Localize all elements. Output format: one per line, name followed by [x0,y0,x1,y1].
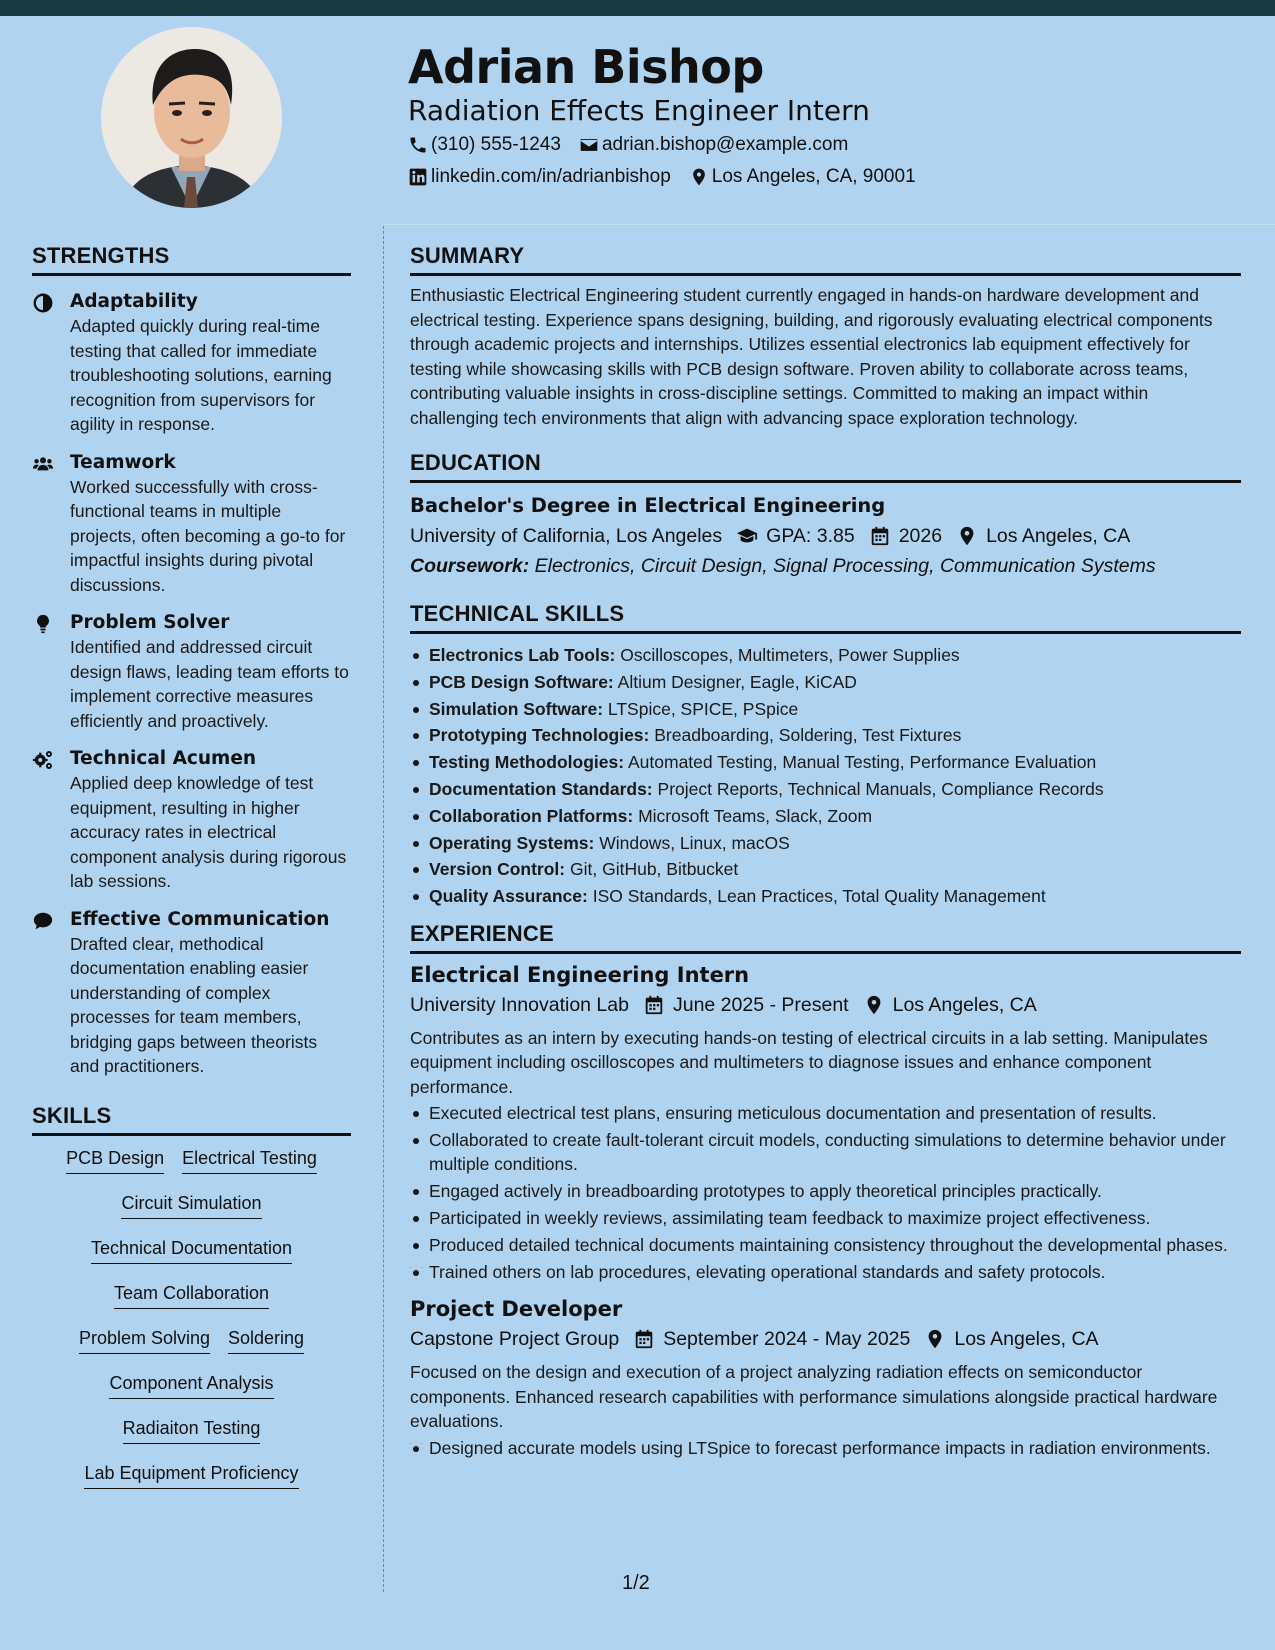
job-title: Project Developer [410,1297,623,1322]
job-meta [410,1326,1241,1352]
strength-item [32,290,351,437]
strength-title: Teamwork [70,451,176,473]
strength-desc: Adapted quickly during real-time testing that called for immediate troubleshooting solutions, earning recognition from supervisors for agility in response. [70,316,332,434]
right-column [410,243,1241,1462]
skill-values: Windows, Linux, macOS [599,832,790,853]
list-item: Collaborated to create fault-tolerant circuit models, conducting simulations to determine behavior under multiple conditions. [410,1128,1241,1177]
skill-values: ISO Standards, Lean Practices, Total Quality Management [592,886,1046,907]
skill-values: Git, GitHub, Bitbucket [570,859,739,880]
job-location: Los Angeles, CA [892,993,1037,1016]
skill-category: Version Control: [429,859,566,880]
phone-icon [408,135,428,155]
list-item [410,831,1241,856]
list-item [410,697,1241,722]
technical-skills-heading: TECHNICAL SKILLS [410,601,1241,634]
page-number: 1/2 [622,1572,650,1594]
coursework-text: Electronics, Circuit Design, Signal Processing, Communication Systems [534,555,1156,577]
skill-tag: Radiaiton Testing [123,1416,261,1444]
technical-skills-list [410,643,1241,909]
top-bar [0,0,1275,16]
job-title: Electrical Engineering Intern [410,962,750,987]
half-circle-icon [32,292,54,314]
job-location: Los Angeles, CA [954,1328,1099,1351]
map-pin-icon [863,994,885,1016]
job-org: University Innovation Lab [410,993,629,1016]
job-dates: September 2024 - May 2025 [663,1328,911,1351]
list-item [410,670,1241,695]
list-item [410,804,1241,829]
candidate-title: Radiation Effects Engineer Intern [408,94,870,127]
contact-row-1 [408,134,866,156]
gears-icon [32,749,54,771]
linkedin-icon [408,167,428,187]
strength-desc: Drafted clear, methodical documentation enabling easier understanding of complex processes for team members, bridging gaps between theorists and practitioners. [70,933,318,1076]
skill-category: Operating Systems: [429,832,595,853]
list-item [410,884,1241,909]
list-item [410,643,1241,668]
grad-year: 2026 [898,525,943,547]
job-entry [410,962,1241,1284]
summary-heading: SUMMARY [410,243,1241,276]
summary-text: Enthusiastic Electrical Engineering student currently engaged in hands-on hardware development and electrical testing. Experience spans designing, building, and rigorously evaluating electrical components through academic projects and internships. Utilizes essential electronics lab equipment effectively for testing while showcasing skills with PCB design software. Proven ability to collaborate across teams, contributing valuable insights in cross-discipline settings. Committed to making an impact within challenging tech environments that align with advancing space exploration technology. [410,285,1213,428]
gpa-text: GPA: 3.85 [766,525,855,547]
location-text: Los Angeles, CA, 90001 [711,166,916,187]
job-description: Contributes as an intern by executing hands-on testing of electrical circuits in a lab setting. Manipulates equipment including oscilloscopes and multimeters to diagnose issues and enhance component performance. [410,1027,1208,1097]
users-icon [32,453,54,475]
job-org: Capstone Project Group [410,1328,620,1351]
skills-heading: SKILLS [32,1103,351,1136]
header-divider [384,224,1275,225]
email-text: adrian.bishop@example.com [601,134,849,155]
contact-row-2 [408,166,934,188]
coursework-label: Coursework: [410,555,530,577]
strengths-heading: STRENGTHS [32,243,351,276]
list-item [410,723,1241,748]
skill-category: Quality Assurance: [429,886,588,907]
skill-values: Project Reports, Technical Manuals, Compliance Records [657,778,1104,799]
strength-item [32,908,351,1079]
skill-values: Automated Testing, Manual Testing, Performance Evaluation [628,752,1097,773]
phone-text: (310) 555-1243 [431,134,561,155]
linkedin-item[interactable] [408,166,671,188]
list-item: Produced detailed technical documents maintaining consistency throughout the developmental phases. [410,1233,1241,1258]
strength-item [32,747,351,894]
column-divider [383,226,384,1592]
skill-values: Altium Designer, Eagle, KiCAD [617,671,857,692]
skill-values: Microsoft Teams, Slack, Zoom [638,805,873,826]
skill-tag: Circuit Simulation [121,1191,261,1219]
strength-title: Problem Solver [70,612,230,633]
skill-tag: Component Analysis [109,1371,273,1399]
envelope-icon [579,135,599,155]
skill-tag: Problem Solving [79,1326,210,1354]
calendar-icon [633,1328,655,1350]
education-heading: EDUCATION [410,450,1241,483]
strength-item [32,451,351,598]
job-entry [410,1296,1241,1460]
candidate-name: Adrian Bishop [408,40,764,94]
skill-category: Simulation Software: [429,698,604,719]
job-dates: June 2025 - Present [672,993,849,1016]
lightbulb-icon [32,613,54,635]
skills-list [32,1146,351,1506]
map-pin-icon [956,525,978,547]
list-item: Executed electrical test plans, ensuring meticulous documentation and presentation of results. [410,1101,1241,1126]
skill-category: PCB Design Software: [429,671,614,692]
experience-heading: EXPERIENCE [410,921,1241,954]
calendar-icon [643,994,665,1016]
skill-values: Oscilloscopes, Multimeters, Power Supplies [620,645,960,665]
list-item: Participated in weekly reviews, assimilating team feedback to maximize project effectiveness. [410,1206,1241,1231]
job-description: Focused on the design and execution of a project analyzing radiation effects on semiconductor components. Enhanced research capabilities with performance simulations alongside practical hardware evaluations. [410,1362,1218,1432]
strength-desc: Worked successfully with cross-functional teams in multiple projects, often becoming a go-to for impactful insights during pivotal discussions. [70,476,346,595]
list-item [410,857,1241,882]
list-item: Trained others on lab procedures, elevating operational standards and safety protocols. [410,1260,1241,1285]
skill-tag: PCB Design [66,1146,164,1174]
list-item: Designed accurate models using LTSpice to forecast performance impacts in radiation environments. [410,1436,1241,1461]
skill-tag: Lab Equipment Proficiency [84,1461,298,1489]
degree-title: Bachelor's Degree in Electrical Engineering [410,494,886,517]
job-bullets [410,1436,1241,1461]
skill-category: Documentation Standards: [429,778,653,799]
skill-tag: Team Collaboration [114,1281,269,1309]
strength-title: Adaptability [70,291,198,312]
education-meta [410,523,1241,549]
calendar-icon [869,525,891,547]
coursework-line [410,553,1241,579]
skill-tag: Technical Documentation [91,1236,292,1264]
skill-tag: Electrical Testing [182,1146,317,1174]
map-pin-icon [924,1328,946,1350]
graduation-cap-icon [736,525,758,547]
linkedin-text: linkedin.com/in/adrianbishop [431,166,671,187]
skill-values: LTSpice, SPICE, PSpice [607,698,799,719]
speech-bubble-icon [32,910,54,932]
school-name: University of California, Los Angeles [410,525,723,547]
strength-title: Effective Communication [70,908,330,930]
skill-category: Prototyping Technologies: [429,725,650,746]
map-pin-icon [689,167,709,187]
job-bullets [410,1101,1241,1284]
strength-title: Technical Acumen [70,748,257,769]
job-meta [410,992,1241,1018]
school-location: Los Angeles, CA [986,525,1131,547]
skill-category: Testing Methodologies: [429,752,625,773]
skill-values: Breadboarding, Soldering, Test Fixtures [654,725,962,746]
strength-desc: Identified and addressed circuit design flaws, leading team efforts to implement corrective measures efficiently and proactively. [70,637,349,731]
skill-tag: Soldering [228,1326,304,1354]
list-item: Engaged actively in breadboarding prototypes to apply theoretical principles practically. [410,1179,1241,1204]
skill-category: Collaboration Platforms: [429,805,634,826]
left-column [32,243,351,1506]
list-item [410,777,1241,802]
email-item[interactable] [579,134,848,156]
list-item [410,750,1241,775]
skill-category: Electronics Lab Tools: [429,645,616,665]
profile-photo [101,27,282,208]
strength-desc: Applied deep knowledge of test equipment, resulting in higher accuracy rates in electrical component analysis during rigorous lab sessions. [70,773,347,891]
strength-item [32,611,351,733]
phone-item [408,134,561,156]
location-item [689,166,916,188]
